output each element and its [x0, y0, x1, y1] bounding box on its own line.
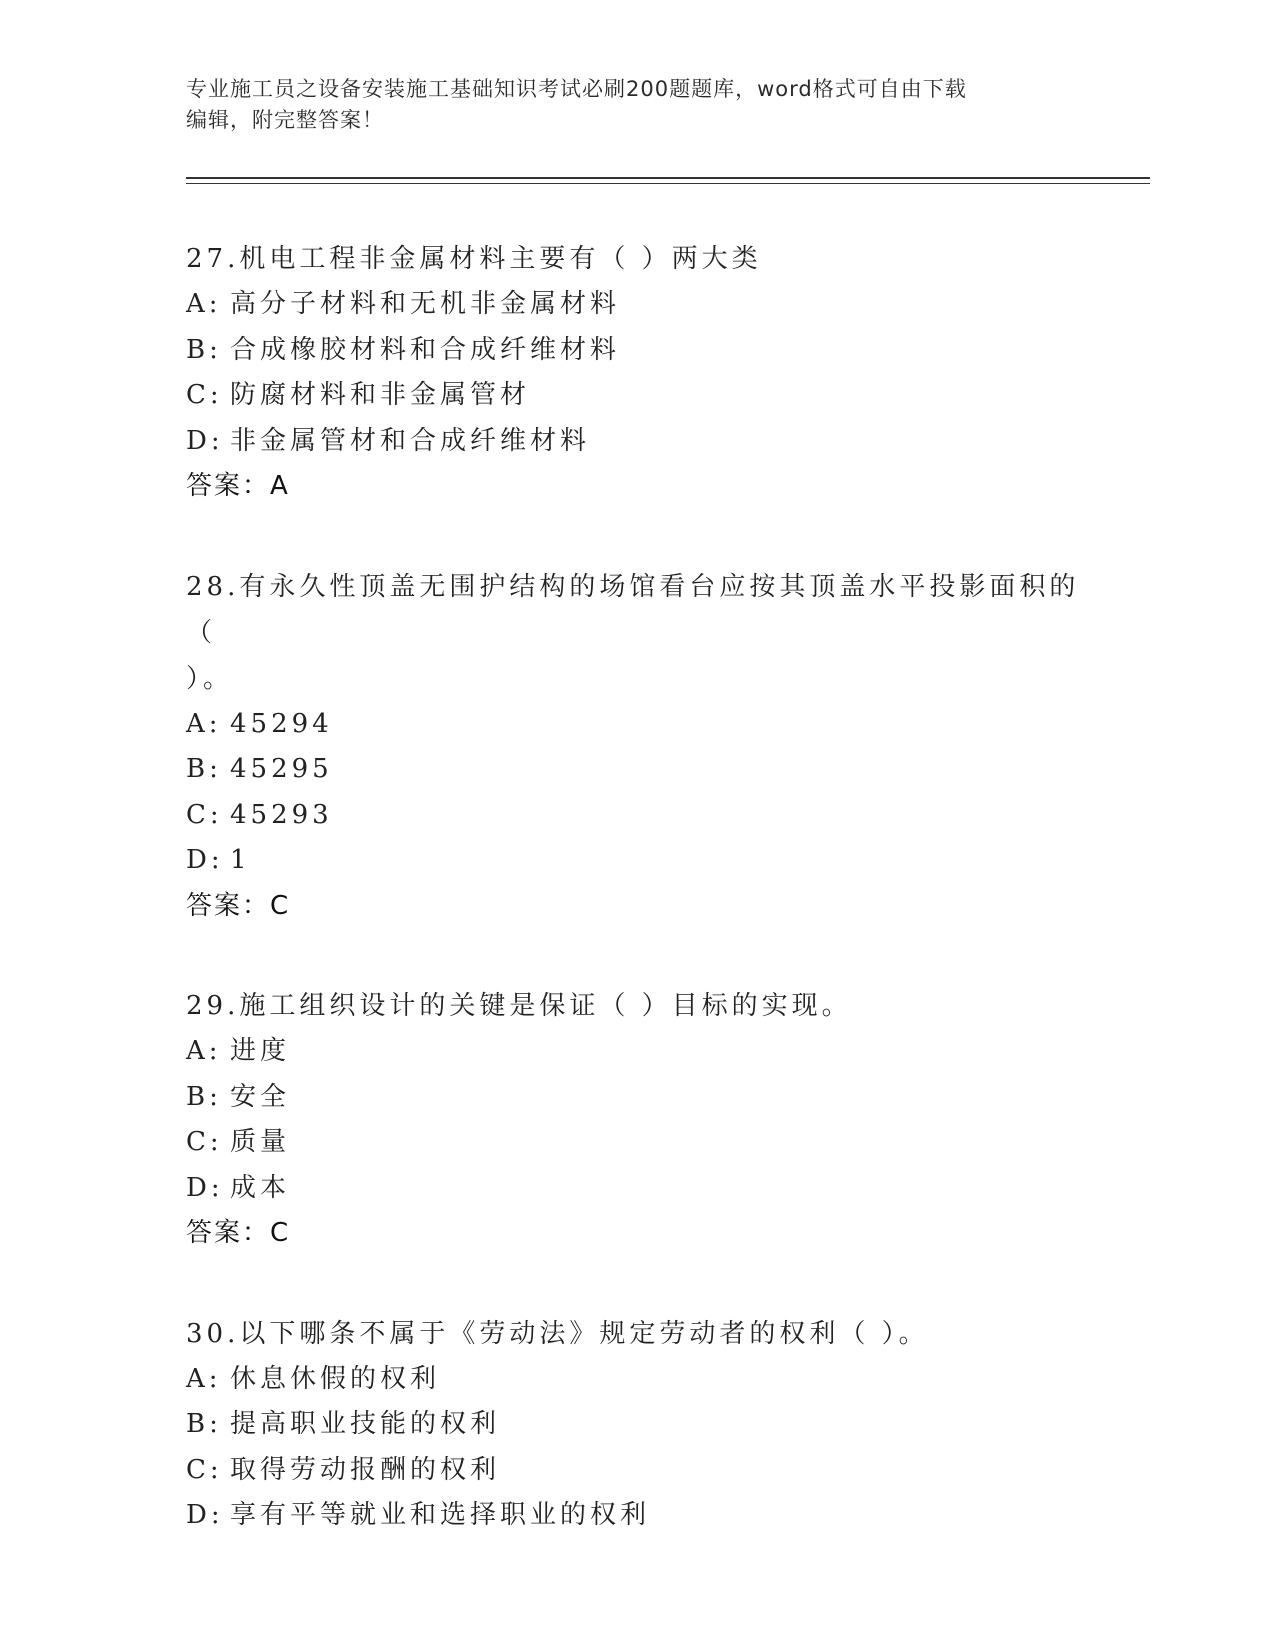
question-stem: 28.有永久性顶盖无围护结构的场馆看台应按其顶盖水平投影面积的（ ）。 [186, 571, 1080, 694]
option-key: C: [186, 1127, 223, 1157]
option-text: 1 [230, 845, 251, 875]
question-28 [186, 564, 1086, 930]
option-key: B: [186, 1081, 222, 1112]
option-b [186, 328, 1086, 374]
answer-label: 答案： [186, 1218, 271, 1248]
option-b [186, 1402, 1086, 1448]
option-text: 成本 [230, 1172, 291, 1203]
question-27 [186, 236, 1086, 510]
option-text: 非金属管材和合成纤维材料 [230, 425, 591, 456]
option-b [186, 747, 1086, 793]
option-key: A: [186, 1363, 222, 1394]
option-key: D: [186, 845, 224, 875]
question-list [186, 236, 1086, 1593]
option-text: 合成橡胶材料和合成纤维材料 [230, 334, 621, 365]
question-stem: 29.施工组织设计的关键是保证（ ）目标的实现。 [186, 991, 852, 1021]
option-d [186, 1166, 1086, 1212]
document-header [186, 74, 1066, 136]
option-text: 提高职业技能的权利 [230, 1409, 501, 1439]
question-30 [186, 1311, 1086, 1539]
answer-value: C [270, 1218, 291, 1248]
option-text: 防腐材料和非金属管材 [230, 380, 531, 410]
option-key: B: [186, 1409, 222, 1439]
option-key: A: [186, 289, 222, 319]
option-text: 高分子材料和无机非金属材料 [230, 289, 621, 319]
option-c [186, 1448, 1086, 1494]
answer-label: 答案： [186, 471, 271, 501]
option-text: 质量 [230, 1127, 291, 1157]
answer-line [186, 1211, 1086, 1257]
question-29 [186, 983, 1086, 1257]
option-a [186, 702, 1086, 748]
option-key: D: [186, 425, 224, 456]
option-key: D: [186, 1172, 224, 1203]
answer-value: A [270, 471, 290, 501]
option-text: 45294 [230, 708, 333, 739]
header-divider [186, 177, 1150, 184]
question-stem: 30.以下哪条不属于《劳动法》规定劳动者的权利（ ）。 [186, 1318, 929, 1349]
option-text: 休息休假的权利 [230, 1363, 441, 1394]
option-text: 45295 [230, 754, 333, 784]
option-d [186, 1493, 1086, 1539]
option-text: 安全 [230, 1081, 291, 1112]
option-key: A: [186, 708, 222, 739]
option-d [186, 838, 1086, 884]
option-text: 45293 [230, 799, 333, 830]
option-d [186, 419, 1086, 465]
option-key: C: [186, 380, 223, 410]
option-key: B: [186, 754, 222, 784]
answer-line [186, 884, 1086, 930]
option-key: D: [186, 1500, 224, 1530]
option-text: 取得劳动报酬的权利 [230, 1454, 501, 1485]
option-key: A: [186, 1036, 222, 1066]
answer-line [186, 464, 1086, 510]
option-a [186, 1029, 1086, 1075]
header-title-line-2: 编辑，附完整答案！ [186, 108, 384, 132]
answer-label: 答案： [186, 890, 271, 921]
question-stem: 27.机电工程非金属材料主要有（ ）两大类 [186, 244, 762, 274]
option-c [186, 373, 1086, 419]
option-c [186, 793, 1086, 839]
option-b [186, 1075, 1086, 1121]
option-a [186, 282, 1086, 328]
header-title-line-1: 专业施工员之设备安装施工基础知识考试必刷200题题库，word格式可自由下载 [186, 77, 967, 101]
option-c [186, 1120, 1086, 1166]
option-text: 享有平等就业和选择职业的权利 [230, 1500, 651, 1530]
option-key: C: [186, 1454, 223, 1485]
option-key: C: [186, 799, 223, 830]
option-key: B: [186, 334, 222, 365]
answer-value: C [270, 890, 291, 921]
option-text: 进度 [230, 1036, 291, 1066]
option-a [186, 1357, 1086, 1403]
